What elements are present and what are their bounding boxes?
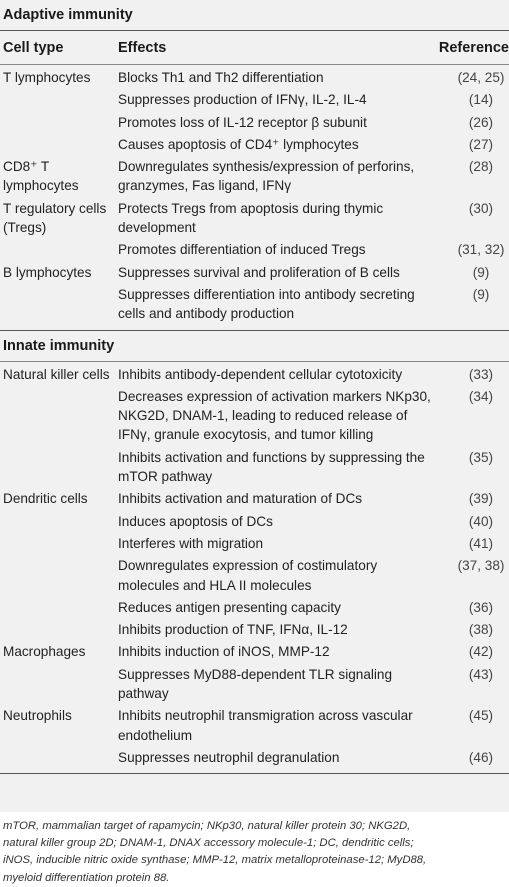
reference-cell <box>431 157 509 196</box>
effect-text: Reduces antigen presenting capacity <box>118 599 341 615</box>
table-row <box>0 110 509 132</box>
table-row <box>0 384 509 445</box>
table-row <box>0 282 509 324</box>
reference-cell <box>431 512 509 531</box>
reference-number: (9) <box>472 264 490 280</box>
cell-type <box>0 620 118 639</box>
reference-cell <box>431 387 509 445</box>
table-footnote <box>0 818 508 887</box>
cell-type <box>0 285 118 324</box>
reference-cell <box>431 556 509 595</box>
table-row <box>0 260 509 282</box>
table-header-row <box>0 31 509 64</box>
reference-number: (14) <box>468 92 494 108</box>
effect-text: Suppresses production of IFNγ, IL-2, IL-4 <box>118 92 367 108</box>
reference-cell <box>431 68 509 87</box>
section-heading-innate: Innate immunity <box>3 337 115 354</box>
effect-text: Suppresses survival and proliferation of B cells <box>118 264 400 280</box>
table-row <box>0 237 509 259</box>
reference-cell <box>431 365 509 384</box>
effect-text: Inhibits induction of iNOS, MMP-12 <box>118 644 330 660</box>
effect-text: Blocks Th1 and Th2 differentiation <box>118 70 324 85</box>
reference-cell <box>431 113 509 132</box>
cell-type <box>0 748 118 767</box>
innate-rows <box>0 362 509 768</box>
reference-number: (30) <box>468 200 494 216</box>
table-row <box>0 362 509 384</box>
reference-number: (28) <box>468 159 494 175</box>
table-row <box>0 617 509 639</box>
reference-number: (27) <box>468 136 494 152</box>
reference-number: (39) <box>468 491 494 507</box>
reference-cell <box>431 665 509 704</box>
reference-cell <box>431 534 509 553</box>
table-row <box>0 87 509 109</box>
divider <box>0 773 509 774</box>
effect-text: Causes apoptosis of CD4⁺ lymphocytes <box>118 136 359 152</box>
section-heading-adaptive: Adaptive immunity <box>3 7 133 23</box>
effect-text: Interferes with migration <box>118 535 264 551</box>
effect-text: Inhibits activation and maturation of DCs <box>118 491 363 507</box>
reference-cell <box>431 620 509 639</box>
cell-type: T regulatory cells (Tregs) <box>3 200 107 236</box>
table-row <box>0 154 509 196</box>
footnote-line: myeloid differentiation protein 88. <box>3 871 170 884</box>
table-row <box>0 486 509 508</box>
cell-type <box>0 598 118 617</box>
table-row <box>0 445 509 487</box>
table-row <box>0 553 509 595</box>
reference-number: (38) <box>468 622 494 638</box>
footnote-line: iNOS, inducible nitric oxide synthase; MMP-12, matrix metalloproteinase-12; MyD88, <box>3 854 427 867</box>
cell-type: Macrophages <box>3 644 86 660</box>
effect-text: Downregulates synthesis/expression of perforins, granzymes, Fas ligand, IFNγ <box>118 159 415 194</box>
effect-text: Suppresses neutrophil degranulation <box>118 749 340 765</box>
effect-text: Decreases expression of activation markers NKp30, NKG2D, DNAM-1, leading to reduced release of IFNγ, granule exocytosis, and tumor killing <box>118 388 431 443</box>
reference-cell <box>431 135 509 154</box>
effect-text: Suppresses MyD88-dependent TLR signaling pathway <box>118 666 393 702</box>
reference-number: (43) <box>468 666 494 682</box>
table-row <box>0 595 509 617</box>
cell-type <box>0 512 118 531</box>
reference-number: (37, 38) <box>457 558 505 574</box>
effect-text: Inhibits activation and functions by suppressing the mTOR pathway <box>118 449 425 485</box>
table-row <box>0 65 509 87</box>
adaptive-rows <box>0 65 509 324</box>
reference-number: (9) <box>472 286 490 302</box>
table-row <box>0 703 509 745</box>
cell-type <box>0 556 118 595</box>
effect-text: Inhibits neutrophil transmigration across vascular endothelium <box>118 708 413 743</box>
cell-type: Natural killer cells <box>3 366 110 382</box>
effect-text: Inhibits production of TNF, IFNα, IL-12 <box>118 622 348 638</box>
reference-number: (36) <box>468 599 494 615</box>
reference-cell <box>431 706 509 745</box>
cell-type: T lymphocytes <box>3 70 91 85</box>
reference-cell <box>431 90 509 109</box>
cell-type: CD8⁺ T lymphocytes <box>3 159 79 194</box>
cell-type <box>0 113 118 132</box>
table-row <box>0 196 509 238</box>
cell-type <box>0 448 118 487</box>
cell-type <box>0 90 118 109</box>
reference-cell <box>431 642 509 661</box>
effect-text: Induces apoptosis of DCs <box>118 513 273 529</box>
reference-cell <box>431 489 509 508</box>
reference-cell <box>431 240 509 259</box>
reference-cell <box>431 748 509 767</box>
reference-number: (42) <box>468 644 494 660</box>
cell-type <box>0 135 118 154</box>
cell-type <box>0 387 118 445</box>
reference-number: (31, 32) <box>457 242 505 258</box>
reference-cell <box>431 285 509 324</box>
reference-number: (33) <box>468 366 494 382</box>
reference-number: (26) <box>468 114 494 130</box>
reference-cell <box>431 199 509 238</box>
cell-type <box>0 665 118 704</box>
reference-number: (34) <box>468 388 494 404</box>
cell-type <box>0 240 118 259</box>
header-effects: Effects <box>118 39 167 56</box>
cell-type: Neutrophils <box>3 708 72 724</box>
effect-text: Protects Tregs from apoptosis during thymic development <box>118 200 384 236</box>
table-row <box>0 509 509 531</box>
reference-number: (40) <box>468 513 494 529</box>
cell-type: B lymphocytes <box>3 264 92 280</box>
reference-cell <box>431 598 509 617</box>
header-reference: Reference <box>438 39 509 56</box>
reference-number: (24, 25) <box>457 70 505 85</box>
reference-cell <box>431 263 509 282</box>
table-row <box>0 132 509 154</box>
header-cell-type: Cell type <box>3 39 64 56</box>
reference-number: (45) <box>468 708 494 724</box>
effect-text: Promotes loss of IL-12 receptor β subunit <box>118 114 367 130</box>
cell-type: Dendritic cells <box>3 491 88 507</box>
reference-number: (35) <box>468 449 494 465</box>
table-row <box>0 531 509 553</box>
reference-number: (46) <box>468 749 494 765</box>
footnote-line: natural killer group 2D; DNAM-1, DNAX accessory molecule-1; DC, dendritic cells; <box>3 837 414 850</box>
reference-number: (41) <box>468 535 494 551</box>
effect-text: Suppresses differentiation into antibody secreting cells and antibody production <box>118 286 415 322</box>
effect-text: Promotes differentiation of induced Tregs <box>118 242 366 258</box>
effect-text: Downregulates expression of costimulatory molecules and HLA II molecules <box>118 558 378 593</box>
footnote-line: mTOR, mammalian target of rapamycin; NKp30, natural killer protein 30; NKG2D, <box>3 820 411 832</box>
table-row <box>0 639 509 661</box>
cell-type <box>0 534 118 553</box>
table-row <box>0 745 509 767</box>
reference-cell <box>431 448 509 487</box>
effect-text: Inhibits antibody-dependent cellular cytotoxicity <box>118 366 403 382</box>
table-row <box>0 662 509 704</box>
